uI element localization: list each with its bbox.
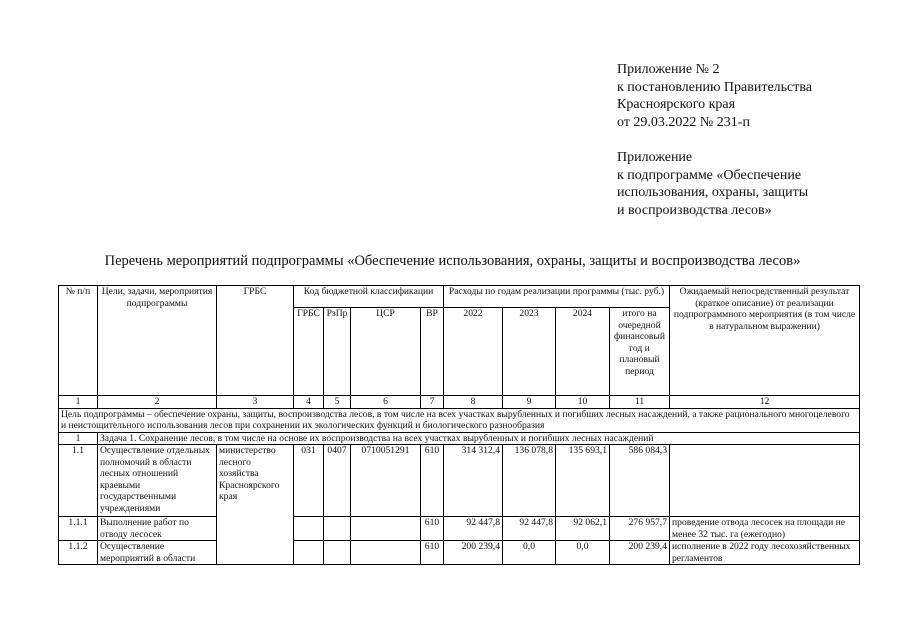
header-sub-vr: ВР: [421, 308, 444, 396]
header-budget-code: Код бюджетной классификации: [294, 286, 444, 308]
row-y2022: 314 312,4: [444, 445, 503, 517]
row-num: 1.1.2: [59, 541, 98, 565]
appendix-subprogram-2: использования, охраны, защиты: [617, 185, 809, 200]
table-row: [59, 517, 860, 541]
col-number: 12: [670, 396, 860, 409]
row-total: 586 084,3: [610, 445, 670, 517]
col-number: 5: [324, 396, 351, 409]
appendix-label: Приложение: [617, 150, 693, 165]
goal-row: [59, 408, 860, 432]
row-y2023: 136 078,8: [503, 445, 556, 517]
col-number: 10: [556, 396, 610, 409]
header-sub-rzpr: РзПр: [324, 308, 351, 396]
col-number: 6: [351, 396, 421, 409]
row-code-grbs: 031: [294, 445, 324, 517]
appendix2-region: Красноярского края: [617, 97, 736, 112]
col-number: 9: [503, 396, 556, 409]
header-num: № п/п: [59, 286, 98, 396]
header-year-2022: 2022: [444, 308, 503, 396]
document-title: Перечень мероприятий подпрограммы «Обеспечение использования, охраны, защиты и воспроизводства лесов»: [104, 253, 801, 269]
goal-text: Цель подпрограммы – обеспечение охраны, защиты, воспроизводства лесов, в том числе на всех участках вырубленных и погибших лесных насаждений, а также рационального многоцелевого и неистощительного использования лесов при сохранении их экологических функций и биологического разнообразия: [59, 408, 860, 432]
row-vr: 610: [421, 517, 444, 541]
row-csr: 0710051291: [351, 445, 421, 517]
header-total: итого на очередной финансовый год и плановый период: [610, 308, 670, 396]
column-number-row: [59, 396, 860, 409]
measures-table: [58, 285, 860, 565]
row-name: Выполнение работ по отводу лесосек: [98, 517, 217, 541]
row-csr: [351, 541, 421, 565]
row-y2024: 135 693,1: [556, 445, 610, 517]
row-name: Осуществление отдельных полномочий в области лесных отношений краевыми государственными учреждениями: [98, 445, 217, 517]
col-number: 11: [610, 396, 670, 409]
row-y2024: 92 062,1: [556, 517, 610, 541]
row-y2024: 0,0: [556, 541, 610, 565]
task-row: [59, 432, 860, 445]
row-result: [670, 445, 860, 517]
task-num: 1: [59, 432, 98, 445]
row-y2022: 92 447,8: [444, 517, 503, 541]
table-row: [59, 541, 860, 565]
row-result: проведение отвода лесосек на площади не менее 32 тыс. га (ежегодно): [670, 517, 860, 541]
row-result: исполнение в 2022 году лесохозяйственных регламентов: [670, 541, 860, 565]
row-total: 200 239,4: [610, 541, 670, 565]
header-result: Ожидаемый непосредственный результат (краткое описание) от реализации подпрограммного мероприятия (в том числе в натуральном выражении): [670, 286, 860, 396]
document-header: [617, 61, 897, 219]
header-year-2023: 2023: [503, 308, 556, 396]
row-code-grbs: [294, 541, 324, 565]
row-y2023: 92 447,8: [503, 517, 556, 541]
row-csr: [351, 517, 421, 541]
row-rzpr: [324, 517, 351, 541]
appendix-subprogram: к подпрограмме «Обеспечение: [617, 167, 802, 183]
table-row: [59, 445, 860, 517]
col-number: 7: [421, 396, 444, 409]
row-num: 1.1.1: [59, 517, 98, 541]
row-vr: 610: [421, 541, 444, 565]
row-y2022: 200 239,4: [444, 541, 503, 565]
header-year-2024: 2024: [556, 308, 610, 396]
col-number: 3: [217, 396, 294, 409]
col-number: 2: [98, 396, 217, 409]
col-number: 8: [444, 396, 503, 409]
header-expenses: Расходы по годам реализации программы (тыс. руб.): [444, 286, 670, 308]
appendix2-label: Приложение № 2: [617, 62, 720, 77]
row-num: 1.1: [59, 445, 98, 517]
row-rzpr: 0407: [324, 445, 351, 517]
appendix2-date: от 29.03.2022 № 231-п: [617, 114, 750, 130]
row-y2023: 0,0: [503, 541, 556, 565]
header-sub-grbs: ГРБС: [294, 308, 324, 396]
header-sub-csr: ЦСР: [351, 308, 421, 396]
task-text: Задача 1. Сохранение лесов, в том числе на основе их воспроизводства на всех участках вырубленных и погибших лесных насаждений: [98, 432, 860, 445]
col-number: 1: [59, 396, 98, 409]
row-code-grbs: [294, 517, 324, 541]
header-goals: Цели, задачи, мероприятия подпрограммы: [98, 286, 217, 396]
row-vr: 610: [421, 445, 444, 517]
header-row-1: [59, 286, 860, 308]
row-name: Осуществление мероприятий в области: [98, 541, 217, 565]
appendix-subprogram-3: и воспроизводства лесов»: [617, 202, 772, 218]
appendix2-decree: к постановлению Правительства: [617, 79, 813, 95]
row-grbs: министерство лесного хозяйства Красноярского края: [217, 445, 294, 565]
col-number: 4: [294, 396, 324, 409]
row-rzpr: [324, 541, 351, 565]
row-total: 276 957,7: [610, 517, 670, 541]
header-grbs: ГРБС: [217, 286, 294, 396]
